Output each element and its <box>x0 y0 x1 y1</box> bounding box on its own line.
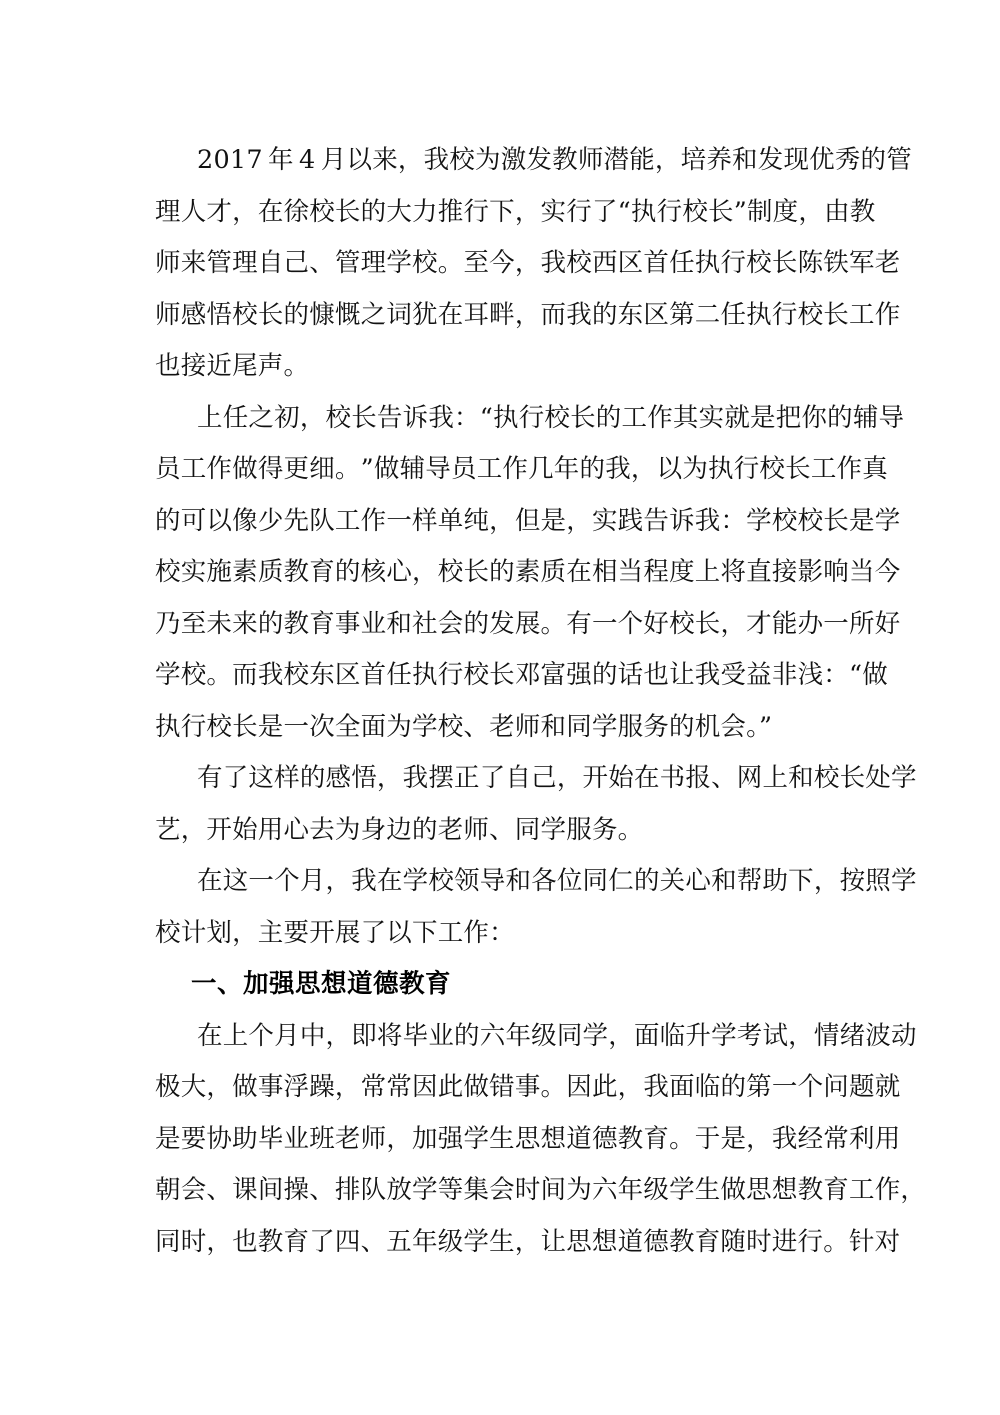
paragraph-4 <box>155 856 917 959</box>
text-line: 理 人 才 ， 在 徐 校 长 的 大 力 推 行 下 ， 实 行 了 “ 执 行 校 长 ” 制 度 ， 由 教 <box>155 196 876 227</box>
paragraph-1 <box>155 135 912 393</box>
text-line: 乃 至 未 来 的 教 育 事 业 和 社 会 的 发 展 。 有 一 个 好 校 长 ， 才 能 办 一 所 好 <box>155 608 901 639</box>
text-line: 艺，开始用心去为身边的老师、同学服务。 <box>155 814 644 845</box>
text-line: 师 来 管 理 自 己 、 管 理 学 校 。 至 今 ， 我 校 西 区 首 任 执 行 校 长 陈 铁 军 老 <box>155 248 901 278</box>
text-line: 校 实 施 素 质 教 育 的 核 心 ， 校 长 的 素 质 在 相 当 程 度 上 将 直 接 影 响 当 今 <box>155 557 901 587</box>
paragraph-2 <box>155 393 905 754</box>
text-line: 在 上 个 月 中 ， 即 将 毕 业 的 六 年 级 同 学 ， 面 临 升 学 考 试 ， 情 绪 波 动 <box>197 1020 917 1051</box>
text-line: 是 要 协 助 毕 业 班 老 师 ， 加 强 学 生 思 想 道 德 教 育 。 于 是 ， 我 经 常 利 用 <box>155 1123 901 1154</box>
text-line: 极 大 ， 做 事 浮 躁 ， 常 常 因 此 做 错 事 。 因 此 ， 我 面 临 的 第 一 个 问 题 就 <box>155 1072 901 1102</box>
text-line: 学 校 。 而 我 校 东 区 首 任 执 行 校 长 邓 富 强 的 话 也 让 我 受 益 非 浅 ： “ 做 <box>155 660 888 690</box>
text-line: 执行校长是一次全面为学校、老师和同学服务的机会。” <box>155 711 773 742</box>
text-line: 上 任 之 初 ， 校 长 告 诉 我 ： “ 执 行 校 长 的 工 作 其 实 就 是 把 你 的 辅 导 <box>197 402 905 433</box>
text-line: 校计划，主要开展了以下工作： <box>155 917 515 948</box>
text-line: 有 了 这 样 的 感 悟 ， 我 摆 正 了 自 己 ， 开 始 在 书 报 、 网 上 和 校 长 处 学 <box>197 763 917 793</box>
paragraph-3 <box>155 753 917 856</box>
section-heading-1: 一、加强思想道德教育 <box>191 969 452 999</box>
text-line: 师 感 悟 校 长 的 慷 慨 之 词 犹 在 耳 畔 ， 而 我 的 东 区 第 二 任 执 行 校 长 工 作 <box>155 299 901 330</box>
text-line: 同时，也教育了四、五年级学生，让思想道德教育随时进行。针对 <box>155 1226 901 1257</box>
text-line: 员 工 作 做 得 更 细 。 ” 做 辅 导 员 工 作 几 年 的 我 ， 以 为 执 行 校 长 工 作 真 <box>155 454 888 484</box>
paragraph-5 <box>155 1011 927 1269</box>
text-line: 在 这 一 个 月 ， 我 在 学 校 领 导 和 各 位 同 仁 的 关 心 和 帮 助 下 ， 按 照 学 <box>197 866 917 896</box>
text-line: 朝 会 、 课 间 操 、 排 队 放 学 等 集 会 时 间 为 六 年 级 学 生 做 思 想 教 育 工 作 ， <box>155 1175 927 1205</box>
text-line: 2 0 1 7 年 4 月 以 来 ， 我 校 为 激 发 教 师 潜 能 ， 培 养 和 发 现 优 秀 的 管 <box>197 145 912 175</box>
text-line: 的 可 以 像 少 先 队 工 作 一 样 单 纯 ， 但 是 ， 实 践 告 诉 我 ： 学 校 校 长 是 学 <box>155 505 901 536</box>
document-body <box>155 135 927 1268</box>
text-line: 也接近尾声。 <box>155 351 310 381</box>
